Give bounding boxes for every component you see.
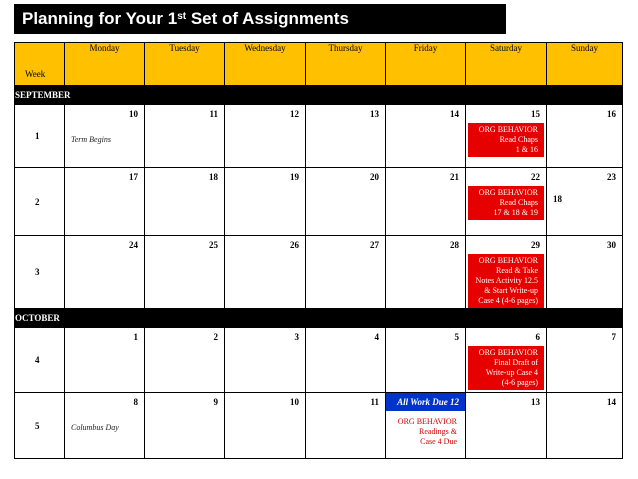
day-cell[interactable] <box>466 328 547 393</box>
day-extra-number: 18 <box>553 194 562 204</box>
day-cell[interactable] <box>547 328 623 393</box>
day-number: 23 <box>607 172 616 182</box>
day-cell[interactable] <box>386 105 466 168</box>
month-label: OCTOBER <box>15 309 623 328</box>
day-cell[interactable] <box>145 168 225 236</box>
day-cell[interactable] <box>225 393 306 459</box>
calendar-table <box>14 42 623 459</box>
day-number: 27 <box>370 240 379 250</box>
day-cell[interactable] <box>466 105 547 168</box>
page-title: Planning for Your 1st Set of Assignments <box>14 4 506 34</box>
day-number: 24 <box>129 240 138 250</box>
day-number: 2 <box>213 332 218 342</box>
day-cell[interactable] <box>306 328 386 393</box>
day-number: 10 <box>290 397 299 407</box>
due-note[interactable]: ORG BEHAVIOR Readings & Case 4 Due <box>397 417 457 446</box>
day-note: Columbus Day <box>71 423 119 432</box>
day-number: 17 <box>129 172 138 182</box>
day-cell[interactable] <box>466 236 547 309</box>
week-number: 2 <box>15 168 65 236</box>
day-number: 8 <box>133 397 138 407</box>
day-cell[interactable] <box>225 328 306 393</box>
week-row <box>15 328 623 393</box>
day-cell[interactable] <box>65 236 145 309</box>
day-cell[interactable] <box>225 105 306 168</box>
day-cell[interactable] <box>547 105 623 168</box>
day-cell[interactable] <box>386 236 466 309</box>
week-row <box>15 105 623 168</box>
header-row <box>15 43 623 86</box>
week-header: Week <box>15 43 65 86</box>
day-cell[interactable] <box>145 105 225 168</box>
day-cell[interactable] <box>225 168 306 236</box>
week-number: 1 <box>15 105 65 168</box>
assignment-event[interactable]: ORG BEHAVIOR Read Chaps 1 & 16 <box>468 123 544 157</box>
day-number: 26 <box>290 240 299 250</box>
day-cell[interactable] <box>306 236 386 309</box>
day-number: 13 <box>370 109 379 119</box>
day-cell[interactable] <box>386 168 466 236</box>
week-number: 3 <box>15 236 65 309</box>
day-number: 13 <box>531 397 540 407</box>
day-header-friday: Friday <box>386 43 466 86</box>
day-number: 19 <box>290 172 299 182</box>
day-number: 6 <box>535 332 540 342</box>
day-cell[interactable] <box>145 328 225 393</box>
day-cell[interactable] <box>145 236 225 309</box>
week-row <box>15 236 623 309</box>
day-header-tuesday: Tuesday <box>145 43 225 86</box>
day-cell[interactable] <box>386 393 466 459</box>
day-cell[interactable] <box>466 393 547 459</box>
assignment-event[interactable]: ORG BEHAVIOR Read Chaps 17 & 18 & 19 <box>468 186 544 220</box>
assignment-event[interactable]: ORG BEHAVIOR Final Draft of Write-up Case 4 (4-6 pages) <box>468 346 544 390</box>
day-number: 22 <box>531 172 540 182</box>
day-cell[interactable] <box>306 393 386 459</box>
day-header-wednesday: Wednesday <box>225 43 306 86</box>
day-number: 5 <box>454 332 459 342</box>
day-header-saturday: Saturday <box>466 43 547 86</box>
month-row-october <box>15 309 623 328</box>
day-number: 7 <box>611 332 616 342</box>
day-note: Term Begins <box>71 135 111 144</box>
day-header-thursday: Thursday <box>306 43 386 86</box>
day-header-sunday: Sunday <box>547 43 623 86</box>
day-number: 11 <box>370 397 379 407</box>
day-number: 20 <box>370 172 379 182</box>
day-number: 1 <box>133 332 138 342</box>
assignment-event[interactable]: ORG BEHAVIOR Read & Take Notes Activity 12.5 & Start Write-up Case 4 (4-6 pages) <box>468 254 544 308</box>
day-header-monday: Monday <box>65 43 145 86</box>
day-number: 15 <box>531 109 540 119</box>
day-number: 16 <box>607 109 616 119</box>
day-number: 4 <box>374 332 379 342</box>
day-number: 10 <box>129 109 138 119</box>
week-row <box>15 393 623 459</box>
day-cell[interactable] <box>306 105 386 168</box>
week-number: 4 <box>15 328 65 393</box>
day-cell[interactable] <box>547 236 623 309</box>
day-number: 9 <box>213 397 218 407</box>
day-cell[interactable] <box>145 393 225 459</box>
day-cell[interactable] <box>547 393 623 459</box>
day-cell[interactable] <box>547 168 623 236</box>
day-number: 18 <box>209 172 218 182</box>
day-number: 21 <box>450 172 459 182</box>
day-number: 25 <box>209 240 218 250</box>
day-number: 30 <box>607 240 616 250</box>
day-cell[interactable] <box>466 168 547 236</box>
day-cell[interactable] <box>65 393 145 459</box>
day-number: 14 <box>450 109 459 119</box>
day-cell[interactable] <box>65 328 145 393</box>
month-row-september <box>15 86 623 105</box>
week-number: 5 <box>15 393 65 459</box>
day-cell[interactable] <box>386 328 466 393</box>
month-label: SEPTEMBER <box>15 86 623 105</box>
day-number: 12 <box>290 109 299 119</box>
all-work-due-banner: All Work Due 12 <box>386 393 465 411</box>
day-number: 11 <box>209 109 218 119</box>
day-number: 29 <box>531 240 540 250</box>
day-number: 14 <box>607 397 616 407</box>
day-cell[interactable] <box>225 236 306 309</box>
day-number: 3 <box>294 332 299 342</box>
week-row <box>15 168 623 236</box>
day-cell[interactable] <box>306 168 386 236</box>
day-cell[interactable] <box>65 168 145 236</box>
day-cell[interactable] <box>65 105 145 168</box>
day-number: 28 <box>450 240 459 250</box>
